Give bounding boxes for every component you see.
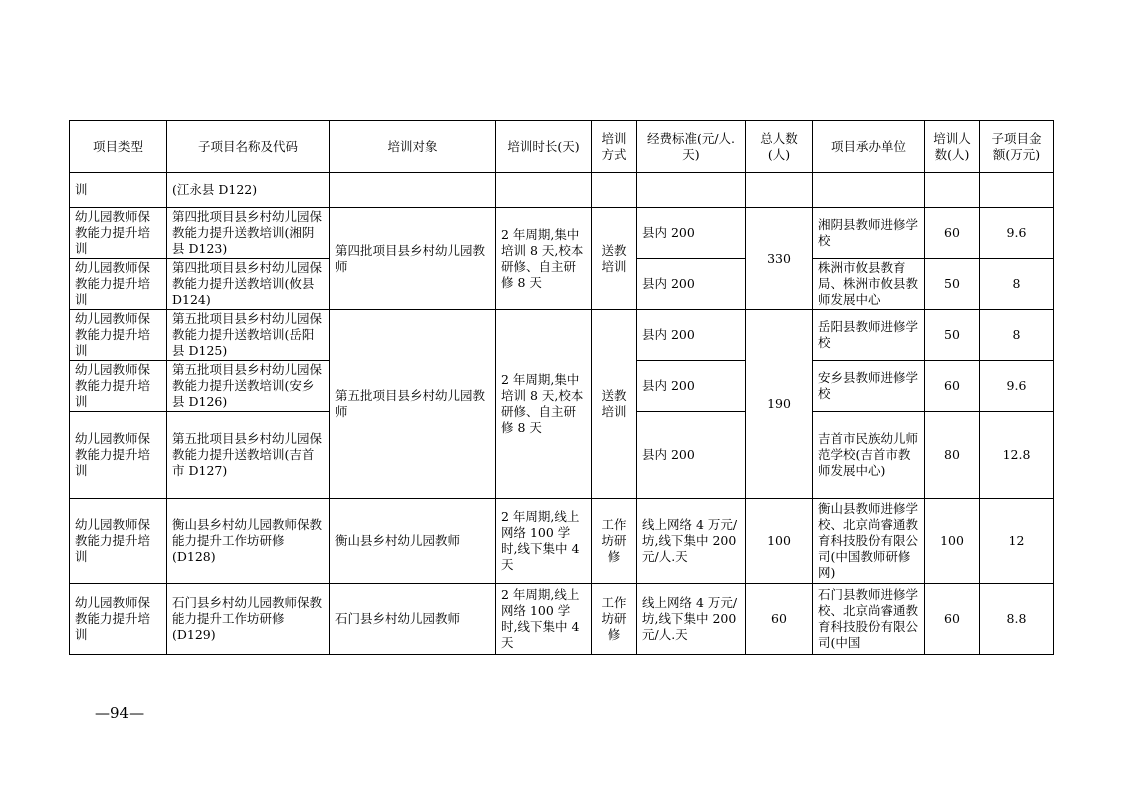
cell-type: 幼儿园教师保教能力提升培训 [70, 310, 167, 361]
cell-name-code: 第四批项目县乡村幼儿园保教能力提升送教培训(攸县 D124) [167, 259, 330, 310]
cell-trainees: 100 [925, 499, 980, 584]
cell-trainees: 50 [925, 310, 980, 361]
cell-amount: 8 [980, 259, 1054, 310]
cell-duration: 2 年周期,集中培训 8 天,校本研修、自主研修 8 天 [496, 208, 592, 310]
cell-duration: 2 年周期,集中培训 8 天,校本研修、自主研修 8 天 [496, 310, 592, 499]
header-target: 培训对象 [330, 121, 496, 173]
cell-unit: 石门县教师进修学校、北京尚睿通教育科技股份有限公司(中国 [813, 584, 925, 655]
cell-unit: 安乡县教师进修学校 [813, 361, 925, 412]
cell-duration: 2 年周期,线上网络 100 学时,线下集中 4 天 [496, 499, 592, 584]
table-row [70, 584, 1054, 655]
cell-duration: 2 年周期,线上网络 100 学时,线下集中 4 天 [496, 584, 592, 655]
cell-unit: 湘阴县教师进修学校 [813, 208, 925, 259]
cell-type: 训 [70, 173, 167, 208]
cell-trainees: 80 [925, 412, 980, 499]
cell-target: 第四批项目县乡村幼儿园教师 [330, 208, 496, 310]
table-row [70, 173, 1054, 208]
cell-name-code: (江永县 D122) [167, 173, 330, 208]
training-projects-table [69, 120, 1054, 655]
cell-amount: 8.8 [980, 584, 1054, 655]
cell-mode: 送教培训 [592, 208, 637, 310]
cell-fee: 县内 200 [637, 412, 746, 499]
cell-trainees: 60 [925, 361, 980, 412]
cell-total: 60 [746, 584, 813, 655]
header-total: 总人数(人) [746, 121, 813, 173]
cell-name-code: 第五批项目县乡村幼儿园保教能力提升送教培训(安乡县 D126) [167, 361, 330, 412]
cell-fee: 线上网络 4 万元/坊,线下集中 200 元/人.天 [637, 584, 746, 655]
cell-amount: 9.6 [980, 361, 1054, 412]
header-fee: 经费标准(元/人.天) [637, 121, 746, 173]
cell-total: 190 [746, 310, 813, 499]
cell-trainees: 50 [925, 259, 980, 310]
cell-name-code: 第五批项目县乡村幼儿园保教能力提升送教培训(岳阳县 D125) [167, 310, 330, 361]
cell-amount: 8 [980, 310, 1054, 361]
cell-total: 100 [746, 499, 813, 584]
header-mode: 培训方式 [592, 121, 637, 173]
header-trainees: 培训人数(人) [925, 121, 980, 173]
cell-target: 第五批项目县乡村幼儿园教师 [330, 310, 496, 499]
cell-fee: 线上网络 4 万元/坊,线下集中 200 元/人.天 [637, 499, 746, 584]
cell-fee: 县内 200 [637, 361, 746, 412]
cell-fee: 县内 200 [637, 310, 746, 361]
cell-amount: 12 [980, 499, 1054, 584]
header-type: 项目类型 [70, 121, 167, 173]
table-row [70, 310, 1054, 361]
header-amount: 子项目金 额(万元) [980, 121, 1054, 173]
cell-amount: 9.6 [980, 208, 1054, 259]
cell-type: 幼儿园教师保教能力提升培训 [70, 361, 167, 412]
header-row [70, 121, 1054, 173]
cell-mode: 工作坊研修 [592, 584, 637, 655]
cell-type: 幼儿园教师保教能力提升培训 [70, 412, 167, 499]
cell-trainees: 60 [925, 208, 980, 259]
cell-name-code: 第五批项目县乡村幼儿园保教能力提升送教培训(吉首市 D127) [167, 412, 330, 499]
cell-trainees: 60 [925, 584, 980, 655]
table-row [70, 499, 1054, 584]
header-duration: 培训时长(天) [496, 121, 592, 173]
cell-name-code: 衡山县乡村幼儿园教师保教能力提升工作坊研修(D128) [167, 499, 330, 584]
page-number: —94— [95, 704, 145, 722]
cell-fee: 县内 200 [637, 259, 746, 310]
header-unit: 项目承办单位 [813, 121, 925, 173]
cell-mode: 送教培训 [592, 310, 637, 499]
header-name-code: 子项目名称及代码 [167, 121, 330, 173]
cell-target: 衡山县乡村幼儿园教师 [330, 499, 496, 584]
cell-type: 幼儿园教师保教能力提升培训 [70, 259, 167, 310]
cell-target: 石门县乡村幼儿园教师 [330, 584, 496, 655]
cell-unit: 衡山县教师进修学校、北京尚睿通教育科技股份有限公司(中国教师研修网) [813, 499, 925, 584]
cell-amount: 12.8 [980, 412, 1054, 499]
cell-mode: 工作坊研修 [592, 499, 637, 584]
cell-unit: 岳阳县教师进修学校 [813, 310, 925, 361]
cell-name-code: 石门县乡村幼儿园教师保教能力提升工作坊研修(D129) [167, 584, 330, 655]
cell-fee: 县内 200 [637, 208, 746, 259]
cell-type: 幼儿园教师保教能力提升培训 [70, 499, 167, 584]
cell-type: 幼儿园教师保教能力提升培训 [70, 208, 167, 259]
cell-name-code: 第四批项目县乡村幼儿园保教能力提升送教培训(湘阴县 D123) [167, 208, 330, 259]
cell-unit: 吉首市民族幼儿师范学校(吉首市教师发展中心) [813, 412, 925, 499]
cell-total: 330 [746, 208, 813, 310]
table-row [70, 208, 1054, 259]
cell-unit: 株洲市攸县教育局、株洲市攸县教师发展中心 [813, 259, 925, 310]
cell-type: 幼儿园教师保教能力提升培训 [70, 584, 167, 655]
